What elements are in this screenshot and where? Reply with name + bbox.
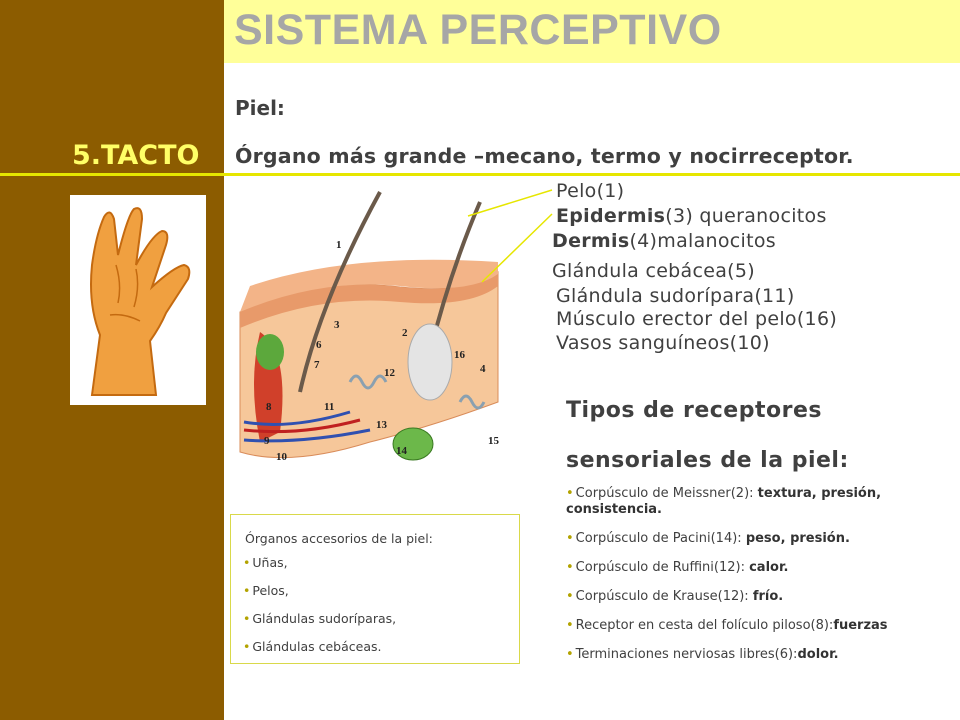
list-item: • Corpúsculo de Krause(12): frío. [566, 589, 784, 604]
page-title: SISTEMA PERCEPTIVO [234, 6, 722, 54]
list-item: • Pelos, [243, 583, 289, 598]
figure-number: 11 [324, 401, 335, 413]
receptors-title-line2: sensoriales de la piel: [566, 448, 849, 473]
layer-label [556, 285, 795, 307]
list-item: • Glándulas sudoríparas, [243, 611, 397, 626]
layer-name: Glándula sudorípara [556, 285, 755, 307]
figure-number: 13 [376, 419, 387, 431]
layer-label [552, 260, 755, 282]
list-item: • Corpúsculo de Meissner(2): textura, presión, consistencia. [566, 486, 882, 517]
list-item: • Receptor en cesta del folículo piloso(8):fuerzas [566, 618, 888, 633]
layer-detail: (1) [596, 180, 625, 202]
layer-name: Pelo [556, 180, 597, 202]
subtitle: Piel: [235, 96, 285, 120]
layer-name: Dermis [552, 230, 630, 252]
divider-line [0, 173, 960, 176]
layer-label [552, 230, 776, 252]
layer-name: Músculo erector del pelo [556, 308, 797, 330]
list-item: • Corpúsculo de Ruffini(12): calor. [566, 560, 789, 575]
figure-number: 3 [334, 319, 340, 331]
figure-number: 2 [402, 327, 408, 339]
figure-number: 12 [384, 367, 395, 379]
layer-detail: (16) [796, 308, 838, 330]
list-item: • Terminaciones nerviosas libres(6):dolor. [566, 647, 839, 662]
layer-name: Vasos sanguíneos [556, 332, 730, 354]
layer-detail: (11) [754, 285, 795, 307]
figure-number: 8 [266, 401, 272, 413]
figure-number: 4 [480, 363, 486, 375]
layer-detail: (3) queranocitos [665, 205, 827, 227]
headline: Órgano más grande –mecano, termo y nocirreceptor. [235, 144, 854, 168]
layer-detail: (4)malanocitos [629, 230, 777, 252]
figure-number: 16 [454, 349, 465, 361]
figure-number: 9 [264, 435, 270, 447]
layer-detail: (5) [727, 260, 755, 282]
receptors-list [566, 486, 956, 676]
figure-number: 10 [276, 451, 287, 463]
layer-label [556, 180, 624, 202]
figure-number: 7 [314, 359, 320, 371]
receptors-title-line1: Tipos de receptores [566, 398, 822, 423]
layer-label [556, 308, 837, 330]
list-item: • Uñas, [243, 555, 288, 570]
accessories-list [243, 555, 396, 667]
figure-number: 15 [488, 435, 499, 447]
figure-number: 14 [396, 445, 407, 457]
figure-number: 1 [336, 239, 342, 251]
layer-label [556, 332, 770, 354]
accessories-title: Órganos accesorios de la piel: [245, 531, 433, 546]
list-item: • Glándulas cebáceas. [243, 639, 382, 654]
accessories-box [230, 514, 520, 664]
layer-detail: (10) [729, 332, 770, 354]
layer-name: Epidermis [556, 205, 666, 227]
layer-name: Glándula cebácea [552, 260, 728, 282]
layer-label [556, 205, 827, 227]
section-label: 5.TACTO [72, 140, 200, 171]
figure-number: 6 [316, 339, 322, 351]
skin-diagram [230, 182, 560, 472]
hand-image [70, 195, 206, 405]
list-item: • Corpúsculo de Pacini(14): peso, presión. [566, 531, 850, 546]
